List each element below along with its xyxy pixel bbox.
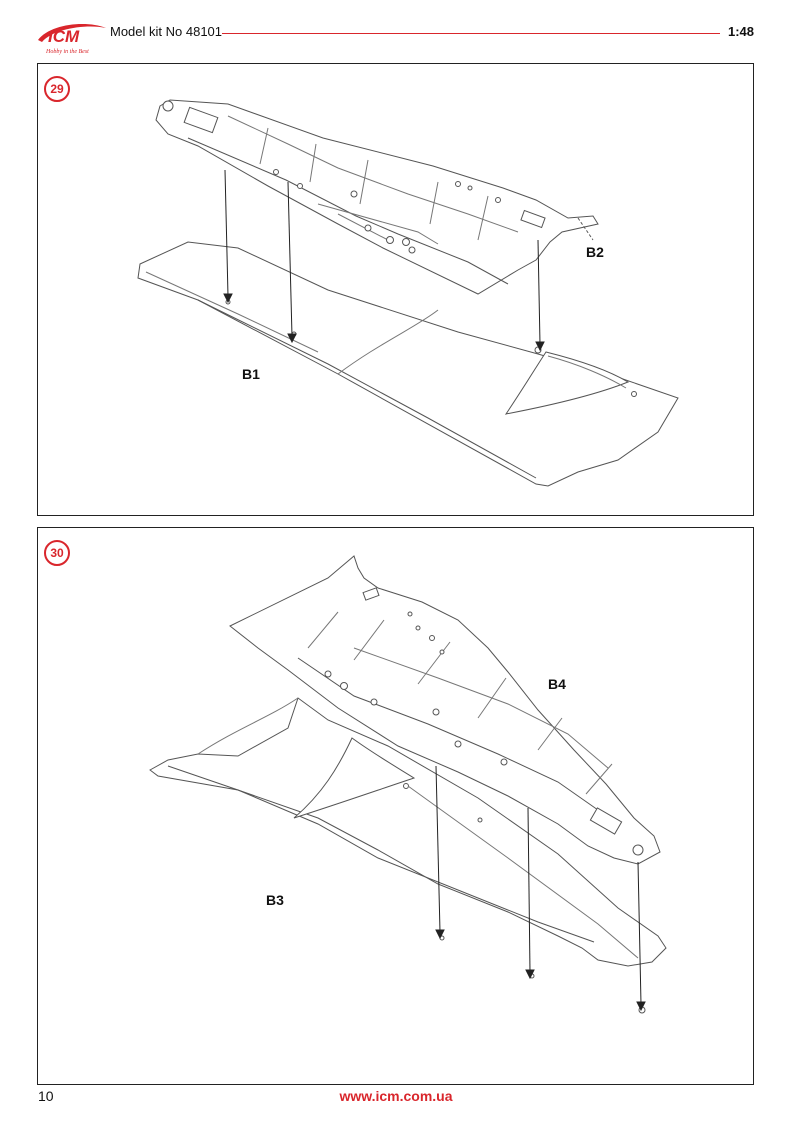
website-link[interactable]: www.icm.com.ua [339, 1088, 453, 1104]
part-label-b3: B3 [266, 892, 284, 908]
part-label-b1: B1 [242, 366, 260, 382]
step-30-diagram [38, 528, 755, 1086]
model-kit-number: Model kit No 48101 [110, 24, 223, 39]
step-29-diagram [38, 64, 755, 517]
page-header [0, 0, 792, 60]
logo-wordmark: ICM [48, 27, 80, 46]
kit-scale: 1:48 [728, 24, 755, 39]
logo-tagline: Hobby in the Best [46, 49, 89, 55]
step-number-badge: 29 [44, 76, 70, 102]
part-label-b4: B4 [548, 676, 566, 692]
page-number: 10 [38, 1088, 54, 1104]
step-number-badge: 30 [44, 540, 70, 566]
wing-lower-part-b1 [138, 242, 678, 486]
part-label-b2: B2 [586, 244, 604, 260]
step-29-panel [37, 63, 754, 516]
header-divider [222, 33, 720, 34]
step-30-panel [37, 527, 754, 1085]
icm-logo [36, 18, 108, 58]
